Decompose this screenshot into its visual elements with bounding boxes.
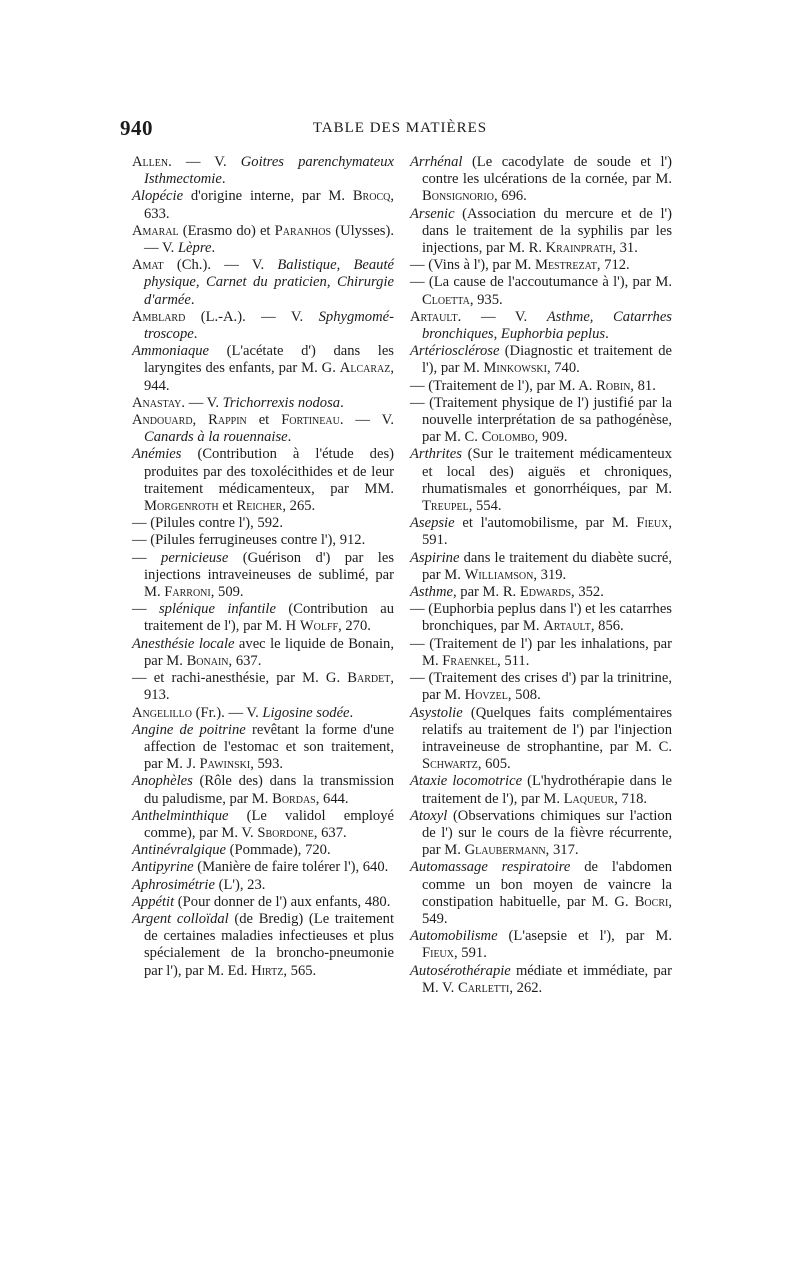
index-entry: Aspirine dans le traitement du diabète sucré, par M. Williamson, 319. [410,549,672,583]
index-entry: — et rachi-anesthésie, par M. G. Bardet, 913. [132,670,394,704]
index-entry: Anémies (Contribution à l'étude des) produites par des toxolécithides et de leur traitement médicamenteux, par MM. Morgenroth et Reicher, 265. [132,446,394,515]
index-entry: Atoxyl (Observations chimiques sur l'action de l') sur le cours de la fièvre récurrente, par M. Glaubermann, 317. [410,807,672,859]
index-column-right [410,154,672,997]
index-entry: — (Traitement physique de l') justifié par la nouvelle interprétation de sa pathogénèse, par M. C. Colombo, 909. [410,394,672,446]
index-entry: Anastay. — V. Trichorrexis nodosa. [132,394,344,411]
index-entry: Andouard, Rappin et Fortineau. — V. Canards à la rouennaise. [132,412,394,446]
index-entry: — pernicieuse (Guérison d') par les injections intraveineuses de sublimé, par M. Farroni, 509. [132,549,394,601]
index-entry: Arsenic (Association du mercure et de l') dans le traitement de la syphilis par les injections, par M. R. Krainprath, 31. [410,205,672,257]
index-entry: — (La cause de l'accoutumance à l'), par M. Cloetta, 935. [410,274,672,308]
index-entry: Arthrites (Sur le traitement médicamenteux et local des) aiguës et chroniques, rhumatismales et gonorrhéiques, par M. Treupel, 554. [410,446,672,515]
index-entry: Alopécie d'origine interne, par M. Brocq, 633. [132,188,394,222]
index-entry: Antinévralgique (Pommade), 720. [132,842,331,859]
index-entry: — (Vins à l'), par M. Mestrezat, 712. [410,257,630,274]
index-entry: Aphrosimétrie (L'), 23. [132,876,266,893]
index-entry: Appétit (Pour donner de l') aux enfants, 480. [132,893,391,910]
index-entry: Angine de poitrine revêtant la forme d'une affection de l'estomac et son traitement, par M. J. Pawinski, 593. [132,721,395,773]
index-entry: Artériosclérose (Diagnostic et traitement de l'), par M. Minkowski, 740. [410,343,672,377]
index-entry: Asthme, par M. R. Edwards, 352. [410,584,604,601]
index-entry: Artault. — V. Asthme, Catarrhes bronchiques, Euphorbia peplus. [410,308,672,343]
index-entry: Angelillo (Fr.). — V. Ligosine sodée. [132,704,354,721]
index-entry: Anesthésie locale avec le liquide de Bonain, par M. Bonain, 637. [132,635,394,669]
index-entry: Asystolie (Quelques faits complémentaires relatifs au traitement de l') par l'injection intraveineuse de strophantine, par M. C. Schwartz, 605. [410,704,672,773]
index-entry: Automassage respiratoire de l'abdomen comme un bon moyen de vaincre la constipation habituelle, par M. G. Bocri, 549. [410,859,673,927]
page-header [120,116,680,140]
index-entry: — (Pilules ferrugineuses contre l'), 912. [132,532,366,549]
index-entry: — splénique infantile (Contribution au traitement de l'), par M. H Wolff, 270. [132,601,394,635]
index-entry: Allen. — V. Goitres parenchymateux Isthmectomie. [132,154,394,188]
index-column-left [132,154,394,980]
index-entry: Anthelminthique (Le validol employé comme), par M. V. Sbordone, 637. [132,807,394,841]
page-number: 940 [120,116,153,140]
index-entry: Amblard (L.-A.). — V. Sphygmométroscope. [132,308,394,343]
index-entry: Antipyrine (Manière de faire tolérer l'), 640. [132,859,389,876]
index-entry: Ataxie locomotrice (L'hydrothérapie dans le traitement de l'), par M. Laqueur, 718. [410,773,672,807]
index-entry: — (Euphorbia peplus dans l') et les catarrhes bronchiques, par M. Artault, 856. [410,601,672,635]
index-entry: Automobilisme (L'asepsie et l'), par M. Fieux, 591. [410,928,672,962]
running-head: TABLE DES MATIÈRES [312,120,488,136]
index-entry: Ammoniaque (L'acétate d') dans les laryngites des enfants, par M. G. Alcaraz, 944. [132,343,394,394]
index-entry: — (Pilules contre l'), 592. [132,515,283,532]
index-entry: Argent colloïdal (de Bredig) (Le traitement de certaines maladies infectieuses et plus spécialement de la broncho-pneumonie par l'), par M. Ed. Hirtz, 565. [132,910,395,979]
index-entry: — (Traitement des crises d') par la trinitrine, par M. Hovzel, 508. [410,670,672,704]
index-entry: Amat (Ch.). — V. Balistique, Beauté physique, Carnet du praticien, Chirurgie d'armée. [132,257,394,308]
index-entry: Autosérothérapie médiate et immédiate, par M. V. Carletti, 262. [410,962,672,996]
index-entry: — (Traitement de l'), par M. A. Robin, 81. [410,377,656,394]
index-entry: Anophèles (Rôle des) dans la transmission du paludisme, par M. Bordas, 644. [132,773,394,807]
index-entry: Arrhénal (Le cacodylate de soude et l') contre les ulcérations de la cornée, par M. Bonsignorio, 696. [410,154,672,205]
index-entry: — (Traitement de l') par les inhalations, par M. Fraenkel, 511. [410,635,672,669]
index-entry: Amaral (Erasmo do) et Paranhos (Ulysses). — V. Lèpre. [132,222,394,257]
index-entry: Asepsie et l'automobilisme, par M. Fieux, 591. [410,515,672,549]
